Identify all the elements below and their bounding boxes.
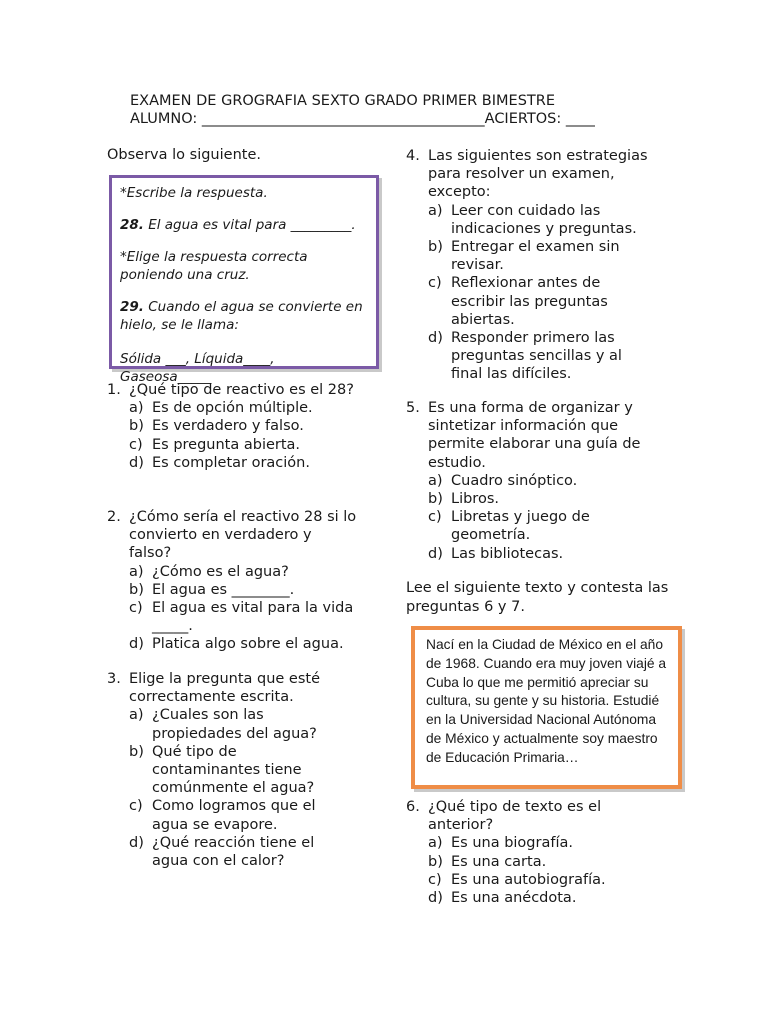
option-letter: d) (129, 636, 144, 653)
option-text: El agua es vital para la vida _____. (152, 600, 354, 635)
option-c (428, 871, 664, 889)
option-d (129, 834, 339, 870)
option-letter: b) (129, 743, 144, 760)
option-d (428, 545, 664, 563)
option-b (428, 238, 643, 274)
option-b (129, 417, 367, 435)
option-b (129, 581, 367, 599)
option-text: Es de opción múltiple. (152, 400, 313, 417)
option-b (428, 853, 664, 871)
option-text: ¿Cuales son las propiedades del agua? (152, 707, 317, 742)
exam-title: EXAMEN DE GROGRAFIA SEXTO GRADO PRIMER BIMESTRE (130, 93, 555, 109)
option-letter: c) (129, 798, 143, 815)
question-3 (107, 670, 367, 870)
option-letter: a) (428, 472, 443, 489)
option-text: Las bibliotecas. (451, 545, 564, 562)
reading-instruction: Lee el siguiente texto y contesta las preguntas 6 y 7. (406, 580, 669, 615)
option-letter: d) (428, 890, 443, 907)
option-letter: b) (129, 418, 144, 435)
option-text: Es pregunta abierta. (152, 436, 301, 453)
option-a (428, 834, 664, 852)
option-text: El agua es ________. (152, 581, 295, 598)
option-b (129, 743, 349, 798)
option-letter: c) (129, 600, 143, 617)
option-d (428, 889, 664, 907)
option-a (428, 472, 664, 490)
box-line-3: *Elige la respuesta correcta poniendo una cruz. (120, 249, 308, 283)
option-text: ¿Cómo es el agua? (152, 563, 289, 580)
option-text: ¿Qué reacción tiene el agua con el calor? (152, 834, 315, 870)
option-letter: b) (129, 581, 144, 598)
box-line-4 (120, 298, 370, 334)
option-text: Es verdadero y falso. (152, 418, 304, 435)
option-letter: b) (428, 491, 443, 508)
option-d (129, 635, 367, 653)
question-number: 6. (406, 799, 420, 815)
box-line-5: Sólida ___, Líquida____, Gaseosa_____ (120, 351, 275, 385)
option-text: Responder primero las preguntas sencillas y al final las difíciles. (451, 330, 622, 383)
option-letter: d) (129, 834, 144, 851)
option-letter: c) (428, 275, 442, 292)
question-number: 5. (406, 400, 420, 416)
option-text: Es una anécdota. (451, 890, 577, 907)
option-c (129, 599, 389, 635)
option-c (428, 508, 618, 544)
question-2 (107, 508, 367, 654)
option-a (129, 706, 329, 742)
option-text: Es una carta. (451, 853, 547, 870)
question-4 (406, 147, 664, 384)
reading-passage: Nací en la Ciudad de México en el año de 1968. Cuando era muy joven viajé a Cuba lo que me permitió apreciar su cultura, su gente y su historia. Estudié en la Universidad Nacional Autónoma de México y actualmente soy maestro de Educación Primaria… (426, 637, 667, 765)
option-c (129, 797, 339, 833)
question-number: 1. (107, 382, 121, 398)
option-text: Platica algo sobre el agua. (152, 636, 344, 653)
question-stem: Las siguientes son estrategias para resolver un examen, excepto: (428, 148, 648, 201)
option-letter: a) (428, 835, 443, 852)
option-letter: a) (129, 400, 144, 417)
question-number: 2. (107, 509, 121, 525)
exam-header (130, 92, 595, 128)
option-letter: d) (428, 330, 443, 347)
reading-passage-box (411, 626, 682, 789)
option-b (428, 490, 664, 508)
option-c (428, 274, 628, 329)
option-a (428, 202, 654, 238)
option-letter: a) (129, 563, 144, 580)
box-line-1: *Escribe la respuesta. (120, 185, 268, 201)
item-28-number: 28. (120, 217, 144, 233)
option-text: Es una autobiografía. (451, 871, 606, 888)
option-c (129, 436, 367, 454)
option-text: Es completar oración. (152, 454, 310, 471)
option-letter: a) (428, 202, 443, 219)
option-letter: a) (129, 707, 144, 724)
question-number: 4. (406, 148, 420, 164)
intro-text: Observa lo siguiente. (107, 147, 261, 163)
question-stem: ¿Qué tipo de reactivo es el 28? (129, 382, 354, 398)
item-29-text: Cuando el agua se convierte en hielo, se le llama: (120, 299, 363, 333)
option-a (129, 563, 367, 581)
student-line: ALUMNO: _______________________________________ACIERTOS: ____ (130, 111, 595, 127)
question-6 (406, 798, 664, 907)
option-letter: c) (129, 436, 143, 453)
option-letter: b) (428, 239, 443, 256)
question-stem: ¿Cómo sería el reactivo 28 si lo convierto en verdadero y falso? (129, 509, 357, 562)
option-text: Como logramos que el agua se evapore. (152, 798, 316, 833)
option-d (129, 454, 367, 472)
option-text: Entregar el examen sin revisar. (451, 239, 620, 274)
question-1 (107, 381, 367, 472)
option-letter: c) (428, 871, 442, 888)
option-a (129, 399, 367, 417)
question-stem: ¿Qué tipo de texto es el anterior? (428, 799, 602, 834)
instruction-box (109, 175, 379, 385)
option-text: Qué tipo de contaminantes tiene comúnmente el agua? (152, 743, 315, 797)
box-line-2 (120, 216, 370, 234)
option-text: Leer con cuidado las indicaciones y preguntas. (451, 202, 637, 237)
option-text: Libretas y juego de geometría. (451, 509, 590, 544)
item-28-text: El agua es vital para _________. (143, 217, 356, 233)
item-29-number: 29. (120, 299, 144, 315)
option-letter: d) (428, 545, 443, 562)
option-letter: c) (428, 509, 442, 526)
question-number: 3. (107, 671, 121, 687)
option-letter: b) (428, 853, 443, 870)
option-text: Reflexionar antes de escribir las preguntas abiertas. (451, 275, 608, 328)
question-stem: Elige la pregunta que esté correctamente escrita. (129, 671, 321, 706)
option-text: Cuadro sinóptico. (451, 472, 578, 489)
option-letter: d) (129, 454, 144, 471)
question-5 (406, 399, 664, 563)
option-text: Libros. (451, 491, 499, 508)
option-text: Es una biografía. (451, 835, 573, 852)
question-stem: Es una forma de organizar y sintetizar información que permite elaborar una guía de estudio. (428, 400, 641, 471)
option-d (428, 329, 638, 384)
